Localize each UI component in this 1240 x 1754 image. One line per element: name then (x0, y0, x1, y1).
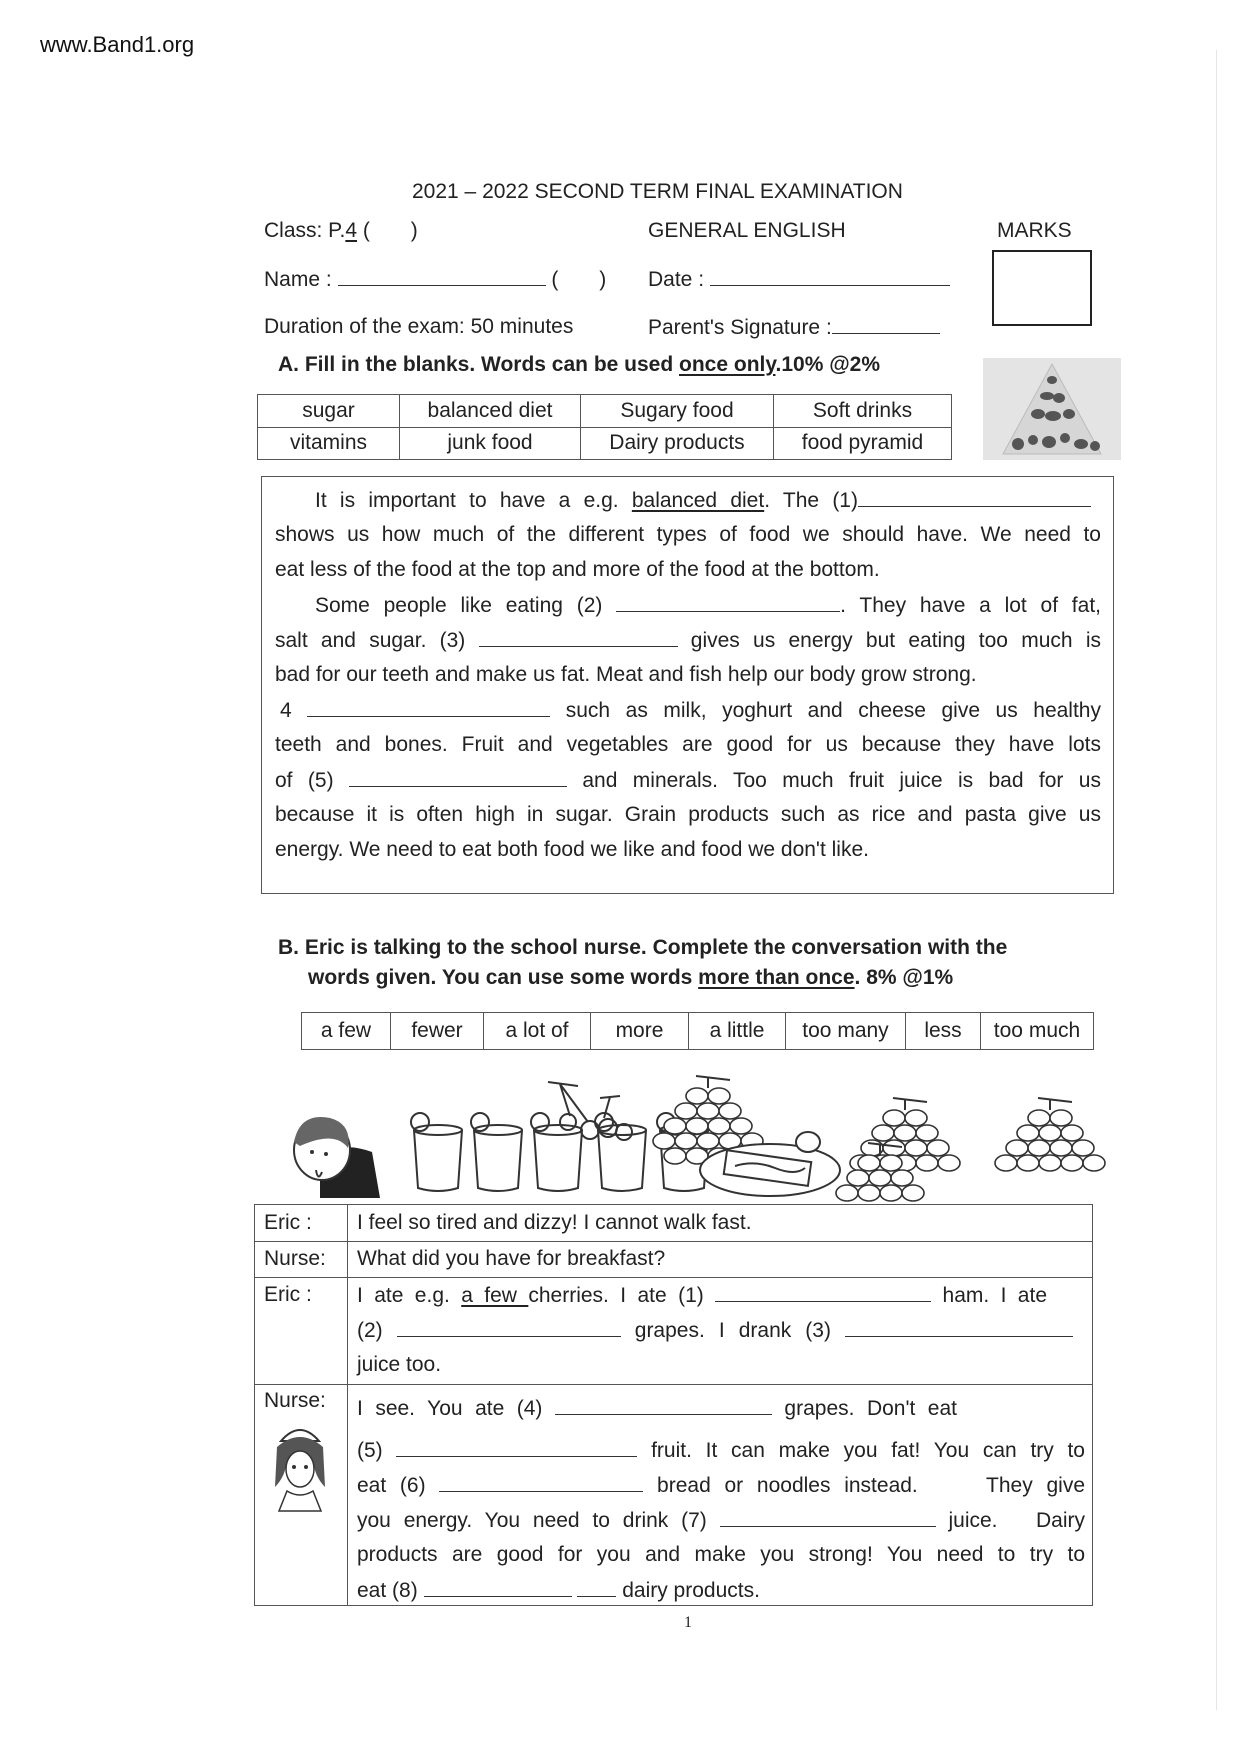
answer-blank-b8[interactable] (424, 1578, 572, 1597)
passage-line (280, 698, 1101, 723)
column-divider (347, 1205, 348, 1605)
dialogue-line: products are good for you and make you strong! You need to try to (357, 1543, 1085, 1566)
heading-text: A. Fill in the blanks. Words can be used (278, 353, 680, 376)
dialogue-line: What did you have for breakfast? (357, 1247, 666, 1270)
dialogue-text: dairy products. (616, 1579, 760, 1602)
passage-line (275, 628, 1101, 653)
section-b-heading-line2 (308, 966, 953, 990)
passage-line: energy. We need to eat both food we like and food we don't like. (275, 838, 869, 861)
name-blank[interactable] (338, 267, 546, 286)
answer-blank-3[interactable] (479, 628, 678, 647)
heading-text: words given. You can use some words (308, 966, 699, 989)
marks-label: MARKS (997, 219, 1072, 242)
dialogue-text: fruit. It can make you fat! You can try to (637, 1439, 1085, 1462)
row-divider (255, 1384, 1092, 1385)
answer-blank-5[interactable] (349, 768, 567, 787)
passage-line (315, 593, 1101, 618)
parent-signature-field (648, 315, 940, 340)
passage-text: . The (1) (764, 489, 858, 512)
passage-text: of (5) (275, 769, 349, 792)
dialogue-line: I feel so tired and dizzy! I cannot walk fast. (357, 1211, 752, 1234)
passage-line: shows us how much of the different types of food we should have. We need to (275, 523, 1101, 546)
speaker-eric: Eric : (264, 1211, 312, 1234)
juice-glass-icon (531, 1113, 582, 1191)
subject-title: GENERAL ENGLISH (648, 219, 846, 242)
heading-marks: . 8% @1% (854, 966, 954, 989)
nurse-icon (265, 1421, 335, 1513)
class-number-paren: ( ) (362, 219, 418, 242)
dialogue-line (357, 1438, 1085, 1463)
juice-glass-icon (411, 1113, 462, 1191)
class-label: Class: P. (264, 219, 346, 242)
passage-text: salt and sugar. (3) (275, 629, 479, 652)
scan-edge (1216, 50, 1217, 1710)
heading-marks: .10% @2% (775, 353, 881, 376)
answer-blank-b1[interactable] (715, 1283, 931, 1302)
dialogue-text: juice. Dairy (935, 1509, 1085, 1532)
passage-text: . They have a lot of fat, (840, 594, 1101, 617)
dialogue-text: cherries. I ate (1) (528, 1284, 716, 1307)
date-blank[interactable] (710, 267, 950, 286)
dialogue-line (357, 1508, 1085, 1533)
word-bank-item: Soft drinks (774, 395, 952, 428)
date-label: Date : (648, 268, 705, 291)
word-bank-item: Dairy products (581, 427, 774, 460)
answer-blank-b7[interactable] (720, 1508, 936, 1527)
answer-blank-1[interactable] (858, 488, 1091, 507)
section-b-heading-line1: B. Eric is talking to the school nurse. Complete the conversation with the (278, 936, 1008, 959)
exam-title: 2021 – 2022 SECOND TERM FINAL EXAMINATION (412, 180, 903, 203)
dialogue-line (357, 1318, 1073, 1343)
word-bank-item: vitamins (258, 427, 400, 460)
dialogue-line (357, 1473, 1085, 1498)
word-bank-a (257, 394, 952, 460)
row-divider (255, 1241, 1092, 1242)
answer-blank-2[interactable] (616, 593, 840, 612)
speaker-nurse: Nurse: (264, 1247, 326, 1270)
dialogue-text: I see. You ate (4) (357, 1397, 555, 1420)
grape-bunch-icon (995, 1098, 1105, 1171)
breakfast-illustration (0, 1070, 1240, 1205)
passage-line: eat less of the food at the top and more of the food at the bottom. (275, 558, 880, 581)
passage-text: 4 (280, 699, 308, 722)
answer-blank-4[interactable] (307, 698, 550, 717)
passage-line (275, 768, 1101, 793)
dialogue-text: (2) (357, 1319, 397, 1342)
word-bank-b (301, 1012, 1094, 1050)
dialogue-text: eat (6) (357, 1474, 440, 1497)
dialogue-text: (5) (357, 1439, 397, 1462)
duration-text: Duration of the exam: 50 minutes (264, 315, 574, 338)
passage-line: teeth and bones. Fruit and vegetables are good for us because they have lots (275, 733, 1101, 756)
example-answer: balanced diet (631, 489, 765, 512)
passage-text: It is important to have a e.g. (315, 489, 632, 512)
example-answer: a few (461, 1284, 529, 1307)
food-pyramid-image (983, 358, 1121, 460)
passage-line: bad for our teeth and make us fat. Meat and fish help our body grow strong. (275, 663, 977, 686)
answer-blank-b8-extension (577, 1578, 616, 1597)
word-bank-item: food pyramid (774, 427, 952, 460)
dizzy-boy-icon (294, 1117, 380, 1198)
cherries-icon (548, 1082, 632, 1140)
dialogue-text: grapes. Don't eat (771, 1397, 958, 1420)
answer-blank-b3[interactable] (845, 1318, 1073, 1337)
dialogue-text: grapes. I drank (3) (620, 1319, 846, 1342)
heading-emphasis: more than once (698, 966, 855, 989)
row-divider (255, 1277, 1092, 1278)
word-bank-item: a lot of (484, 1013, 591, 1050)
name-field (264, 267, 606, 292)
speaker-eric: Eric : (264, 1283, 312, 1306)
dialogue-text: I ate e.g. (357, 1284, 462, 1307)
dialogue-line (357, 1283, 1047, 1308)
word-bank-item: sugar (258, 395, 400, 428)
dialogue-text: ham. I ate (931, 1284, 1047, 1307)
passage-text: gives us energy but eating too much is (677, 629, 1101, 652)
word-bank-item: too much (981, 1013, 1094, 1050)
section-a-heading (278, 353, 880, 377)
word-bank-item: Sugary food (581, 395, 774, 428)
marks-box (992, 250, 1092, 326)
heading-emphasis: once only (679, 353, 776, 376)
page-number: 1 (684, 1614, 692, 1631)
dialogue-line (357, 1396, 957, 1421)
class-field (264, 219, 418, 243)
class-value: 4 (345, 219, 358, 242)
passage-text: Some people like eating (2) (315, 594, 617, 617)
dialogue-text: eat (8) (357, 1579, 424, 1602)
answer-blank-b5[interactable] (396, 1438, 637, 1457)
juice-glass-icon (471, 1113, 522, 1191)
dialogue-text: bread or noodles instead. They give (643, 1474, 1085, 1497)
word-bank-item: fewer (391, 1013, 484, 1050)
word-bank-item: a few (302, 1013, 391, 1050)
parent-signature-blank[interactable] (832, 315, 940, 334)
word-bank-item: too many (786, 1013, 906, 1050)
answer-blank-b2[interactable] (397, 1318, 621, 1337)
watermark-url: www.Band1.org (40, 32, 195, 57)
passage-text: such as milk, yoghurt and cheese give us healthy (550, 699, 1101, 722)
parent-signature-label: Parent's Signature : (648, 316, 832, 339)
passage-line (315, 488, 1091, 513)
dialogue-line (357, 1578, 760, 1603)
word-bank-item: junk food (400, 427, 581, 460)
answer-blank-b4[interactable] (555, 1396, 772, 1415)
passage-text: and minerals. Too much fruit juice is bad for us (566, 769, 1101, 792)
date-field (648, 267, 950, 292)
speaker-nurse: Nurse: (264, 1389, 326, 1412)
name-label: Name : (264, 268, 332, 291)
word-bank-item: less (906, 1013, 981, 1050)
word-bank-item: balanced diet (400, 395, 581, 428)
dialogue-text: you energy. You need to drink (7) (357, 1509, 720, 1532)
passage-line: because it is often high in sugar. Grain products such as rice and pasta give us (275, 803, 1101, 826)
word-bank-item: more (591, 1013, 689, 1050)
name-number-paren: ( ) (551, 268, 607, 291)
word-bank-item: a little (689, 1013, 786, 1050)
dialogue-line: juice too. (357, 1353, 442, 1376)
answer-blank-b6[interactable] (439, 1473, 643, 1492)
